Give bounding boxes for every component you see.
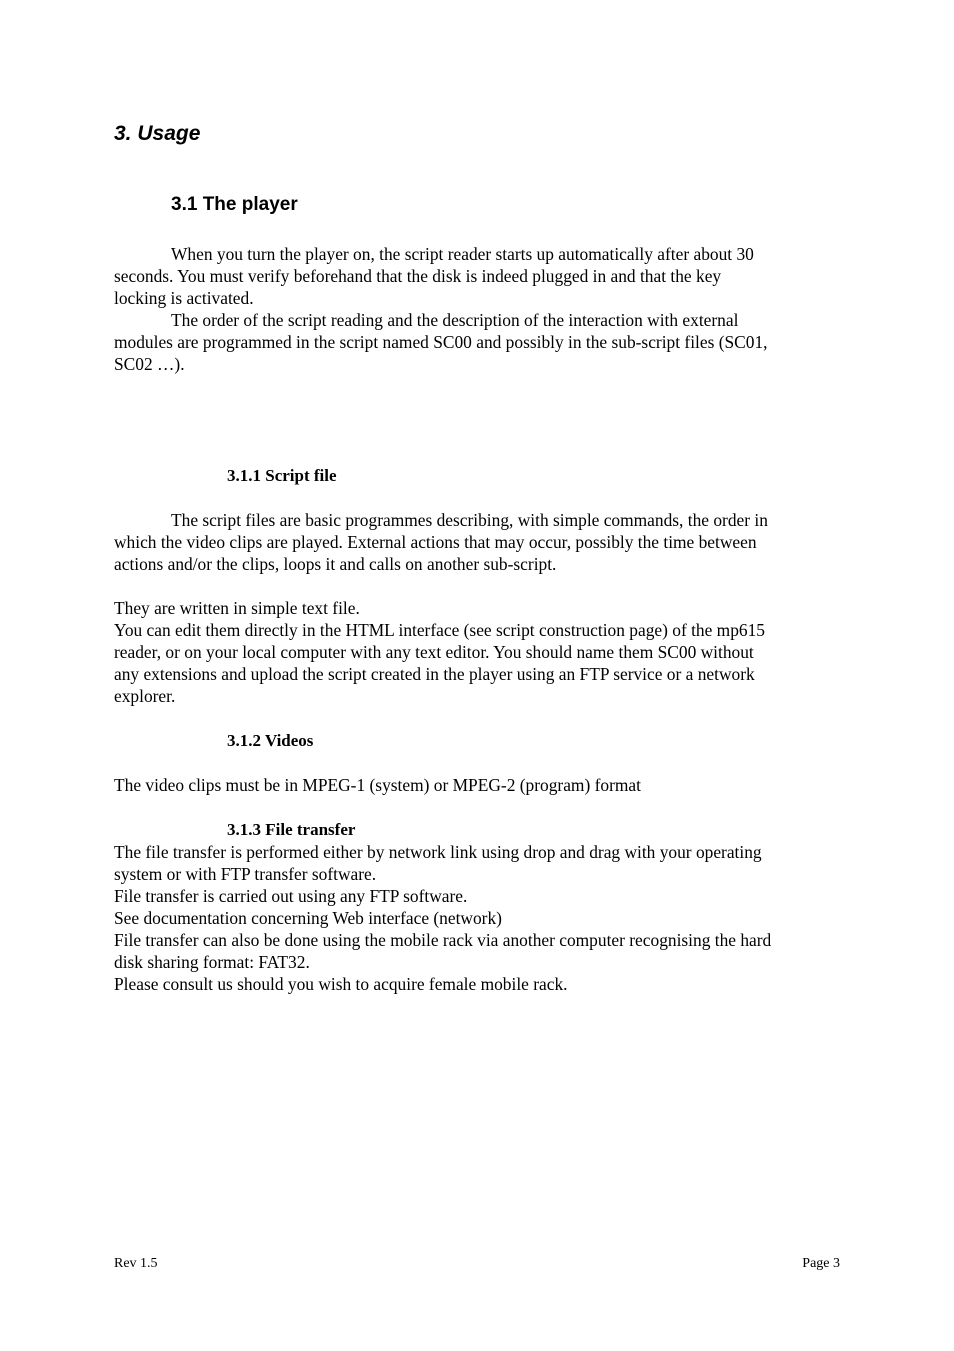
script-file-paragraph-2 bbox=[114, 597, 854, 707]
file-transfer-line: See documentation concerning Web interface (network) bbox=[114, 908, 502, 928]
script-file-line: any extensions and upload the script created in the player using an FTP service or a network bbox=[114, 664, 755, 684]
player-line: seconds. You must verify beforehand that the disk is indeed plugged in and that the key bbox=[114, 266, 722, 286]
player-line: The order of the script reading and the description of the interaction with external bbox=[171, 310, 739, 330]
player-line: locking is activated. bbox=[114, 288, 254, 308]
file-transfer-paragraph bbox=[114, 841, 854, 995]
player-paragraph bbox=[114, 243, 854, 375]
footer-page-number: Page 3 bbox=[802, 1256, 840, 1271]
file-transfer-line: Please consult us should you wish to acquire female mobile rack. bbox=[114, 974, 568, 994]
videos-paragraph bbox=[114, 774, 854, 796]
file-transfer-line: File transfer can also be done using the mobile rack via another computer recognising the hard bbox=[114, 930, 772, 950]
script-file-line: They are written in simple text file. bbox=[114, 598, 360, 618]
file-transfer-line: disk sharing format: FAT32. bbox=[114, 952, 310, 972]
player-line: SC02 …). bbox=[114, 354, 185, 374]
script-file-line: reader, or on your local computer with any text editor. You should name them SC00 without bbox=[114, 642, 754, 662]
script-file-line: The script files are basic programmes describing, with simple commands, the order in bbox=[171, 510, 768, 530]
videos-line: The video clips must be in MPEG-1 (system) or MPEG-2 (program) format bbox=[114, 775, 641, 795]
script-file-paragraph-1 bbox=[114, 509, 854, 575]
file-transfer-line: File transfer is carried out using any FTP software. bbox=[114, 886, 468, 906]
heading-file-transfer: 3.1.3 File transfer bbox=[227, 820, 356, 839]
player-line: modules are programmed in the script named SC00 and possibly in the sub-script files (SC01, bbox=[114, 332, 768, 352]
heading-script-file: 3.1.1 Script file bbox=[227, 466, 337, 485]
heading-videos: 3.1.2 Videos bbox=[227, 731, 314, 750]
script-file-line: which the video clips are played. External actions that may occur, possibly the time between bbox=[114, 532, 757, 552]
script-file-line: You can edit them directly in the HTML interface (see script construction page) of the mp615 bbox=[114, 620, 765, 640]
player-line: When you turn the player on, the script reader starts up automatically after about 30 bbox=[171, 244, 754, 264]
file-transfer-line: The file transfer is performed either by network link using drop and drag with your operating bbox=[114, 842, 762, 862]
subsection-heading-player: 3.1 The player bbox=[171, 194, 298, 215]
file-transfer-line: system or with FTP transfer software. bbox=[114, 864, 377, 884]
section-heading-usage: 3. Usage bbox=[114, 122, 201, 145]
script-file-line: actions and/or the clips, loops it and calls on another sub-script. bbox=[114, 554, 557, 574]
footer-revision: Rev 1.5 bbox=[114, 1256, 158, 1271]
script-file-line: explorer. bbox=[114, 686, 176, 706]
